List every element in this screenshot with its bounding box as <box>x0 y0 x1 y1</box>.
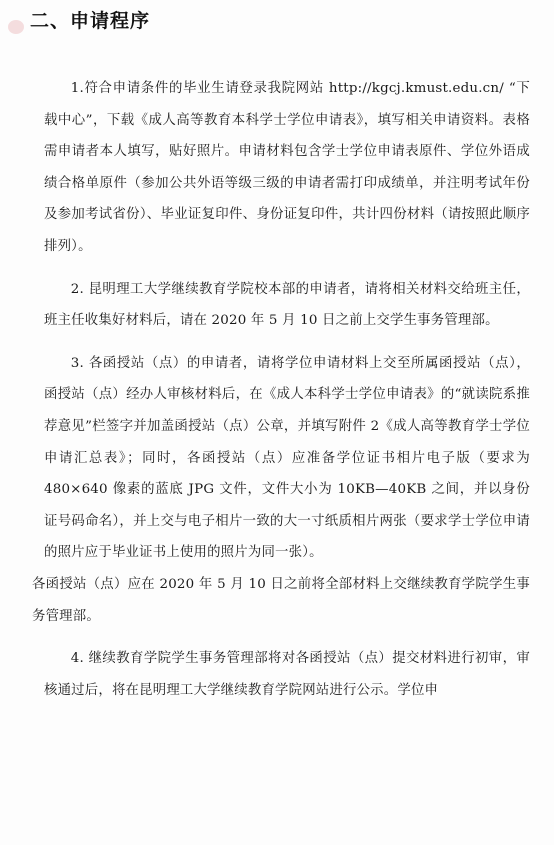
paragraph-step-2: 2. 昆明理工大学继续教育学院校本部的申请者，请将相关材料交给班主任，班主任收集好材料后，请在 2020 年 5 月 10 日之前上交学生事务管理部。 <box>44 281 530 329</box>
paragraph-step-3-deadline: 各函授站（点）应在 2020 年 5 月 10 日之前将全部材料上交继续教育学院学生事务管理部。 <box>32 576 530 624</box>
scan-artifact <box>8 20 24 34</box>
paragraph-step-1: 1.符合申请条件的毕业生请登录我院网站 http://kgcj.kmust.edu.cn/ “下载中心”，下载《成人高等教育本科学士学位申请表》，填写相关申请资料。表格需申请者本人填写，贴好照片。申请材料包含学士学位申请表原件、学位外语成绩合格单原件（参加公共外语等级三级的申请者需打印成绩单，并注明考试年份及参加考试省份）、毕业证复印件、身份证复印件，共计四份材料（请按照此顺序排列）。 <box>44 81 530 254</box>
paragraph-step-3: 3. 各函授站（点）的申请者，请将学位申请材料上交至所属函授站（点），函授站（点）经办人审核材料后，在《成人本科学士学位申请表》的“就读院系推荐意见”栏签字并加盖函授站（点）公章，并填写附件 2《成人高等教育学士学位申请汇总表》；同时，各函授站（点）应准备学位证书相片电子版（要求为 480×640 像素的蓝底 JPG 文件，文件大小为 10KB—40KB 之间，并以身份证号码命名），并上交与电子相片一致的大一寸纸质相片两张（要求学士学位申请的照片应于毕业证书上使用的照片为同一张）。 <box>44 355 530 561</box>
section-heading: 二、申请程序 <box>30 10 151 32</box>
document-body <box>32 73 530 717</box>
paragraph-step-4: 4. 继续教育学院学生事务管理部将对各函授站（点）提交材料进行初审，审核通过后，将在昆明理工大学继续教育学院网站进行公示。学位申 <box>44 651 530 698</box>
